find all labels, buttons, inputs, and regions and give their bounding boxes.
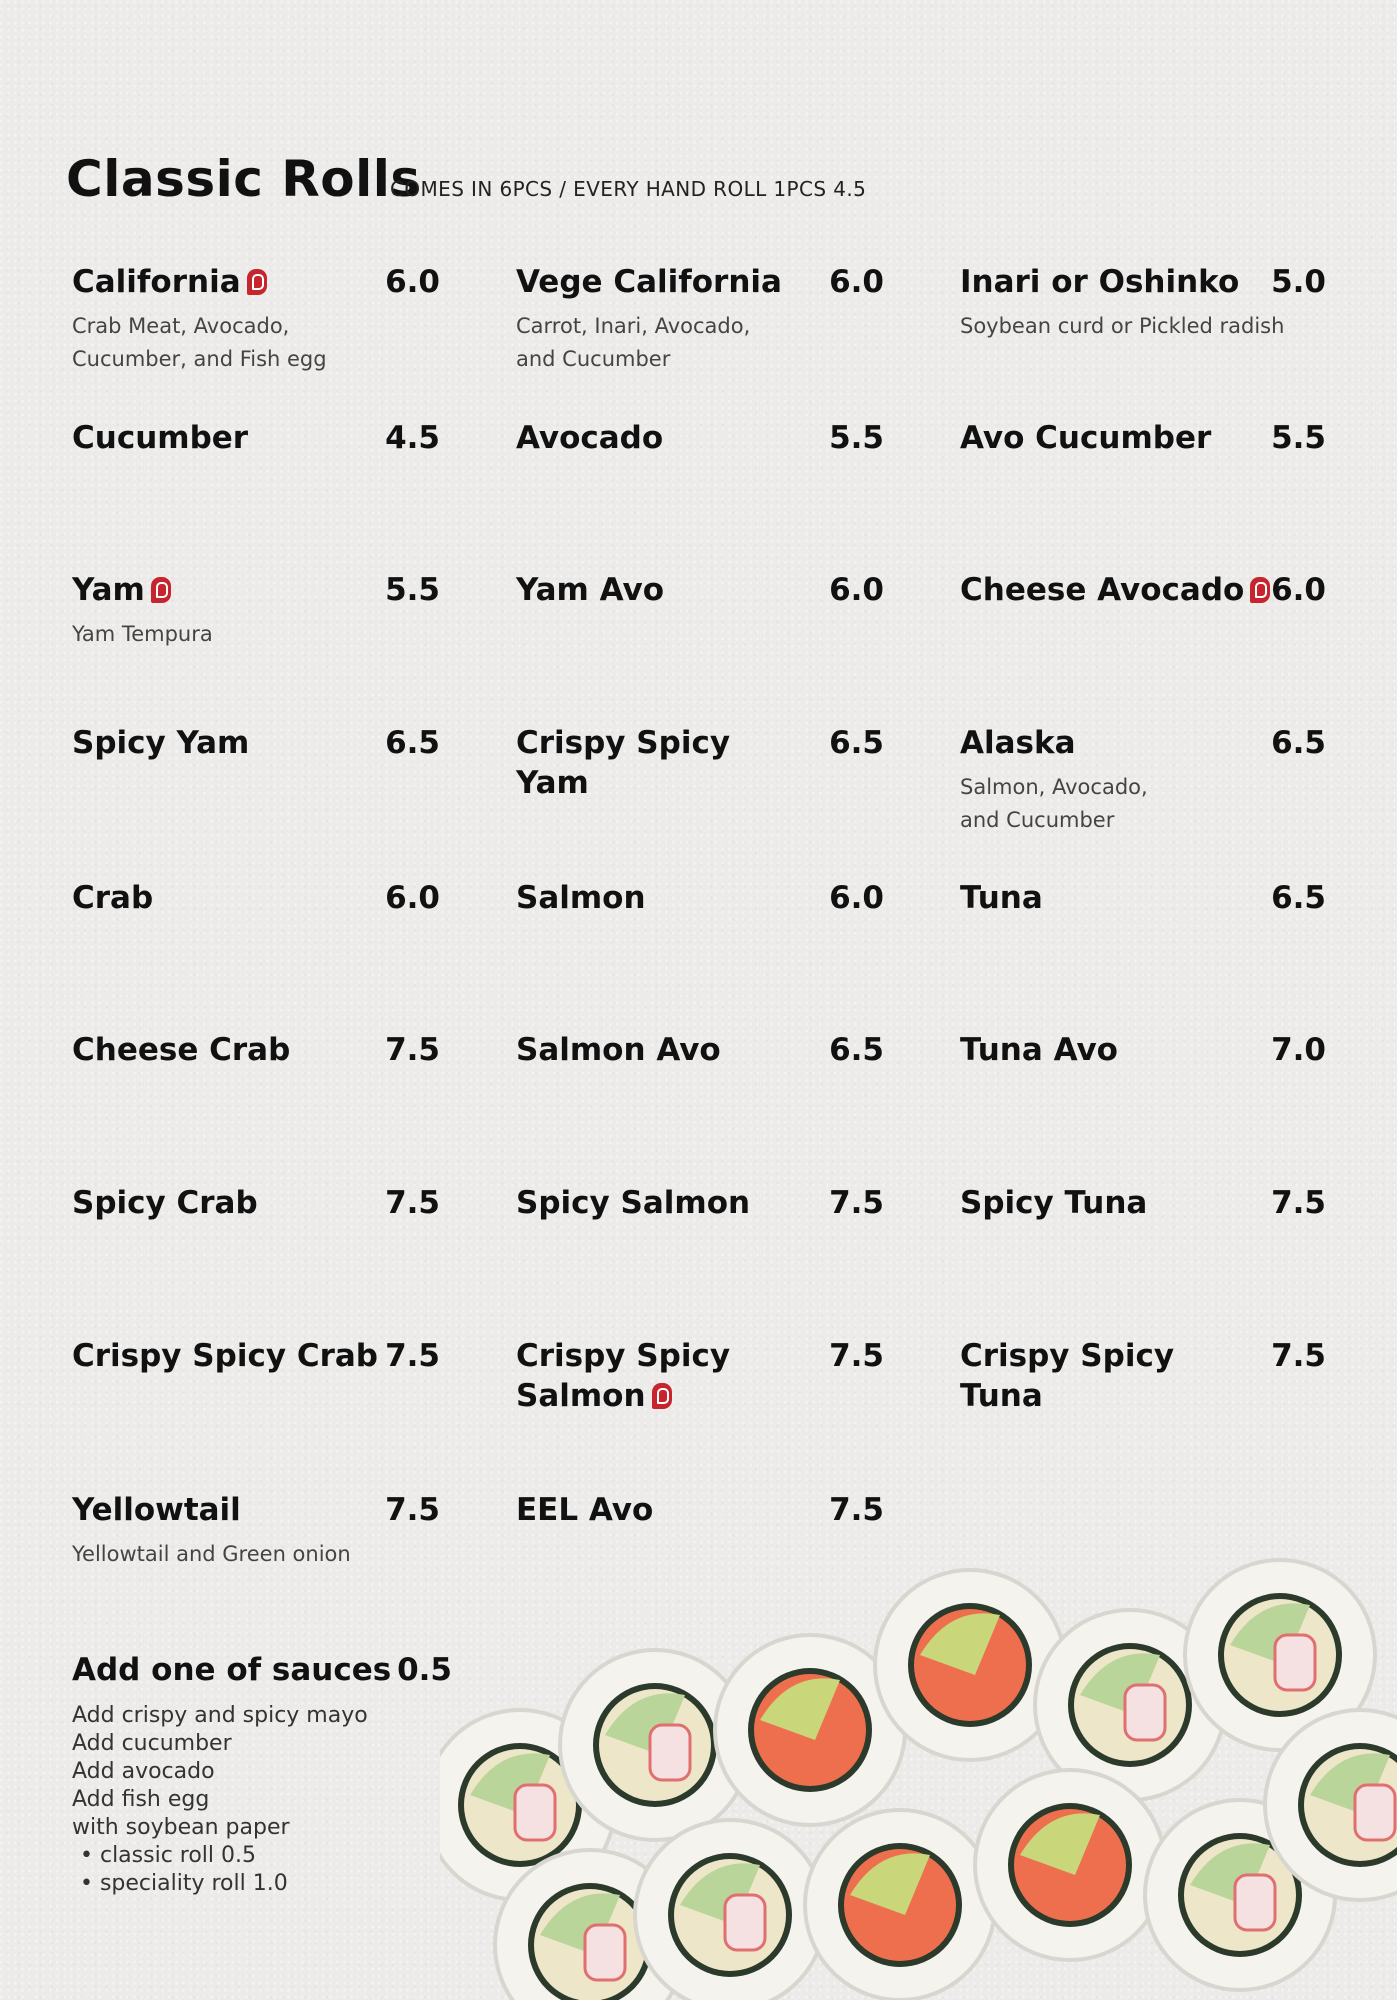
sushi-roll	[805, 1810, 995, 2000]
sauce-line: • speciality roll 1.0	[80, 1871, 288, 1896]
sauce-line: • classic roll 0.5	[80, 1843, 257, 1868]
menu-item-name: Tuna	[960, 880, 1043, 916]
menu-item-name: California	[72, 262, 267, 302]
menu-item-price: 6.5	[829, 725, 884, 761]
menu-item-price: 5.5	[385, 572, 440, 608]
menu-item-description: Yellowtail and Green onion	[72, 1542, 351, 1566]
menu-item-name: Yam Avo	[516, 572, 665, 608]
menu-item-name: Crispy Spicy Tuna	[960, 1338, 1175, 1414]
page-subtitle: COMES IN 6PCS / EVERY HAND ROLL 1PCS 4.5	[390, 177, 867, 201]
menu-item	[960, 1030, 1326, 1070]
menu-item-price: 5.5	[1271, 420, 1326, 456]
menu-item	[516, 418, 884, 458]
recommended-icon	[247, 269, 267, 295]
menu-item-name: Avocado	[516, 420, 664, 456]
menu-item	[72, 570, 440, 651]
menu-item-price: 7.5	[385, 1338, 440, 1374]
menu-item-name: Spicy Crab	[72, 1185, 258, 1221]
menu-item-name: Crab	[72, 880, 154, 916]
menu-item-name: Cucumber	[72, 420, 249, 456]
menu-item	[960, 418, 1326, 458]
menu-item-name: Spicy Tuna	[960, 1185, 1148, 1221]
menu-item-name: Salmon	[516, 880, 646, 916]
menu-item-price: 7.5	[1271, 1185, 1326, 1221]
menu-item-name: Crispy Spicy Crab	[72, 1338, 378, 1374]
menu-item-price: 7.5	[829, 1185, 884, 1221]
sauce-line: Add avocado	[72, 1759, 215, 1784]
menu-item-description: Crab Meat, Avocado, Cucumber, and Fish egg	[72, 314, 327, 371]
menu-item-price: 6.0	[385, 264, 440, 300]
menu-item-price: 7.5	[385, 1032, 440, 1068]
menu-item-name: Alaska	[960, 725, 1076, 761]
menu-item-name: Tuna Avo	[960, 1032, 1118, 1068]
menu-item	[516, 570, 884, 610]
menu-item	[960, 723, 1326, 837]
menu-item	[72, 1183, 440, 1223]
menu-item-price: 7.5	[385, 1492, 440, 1528]
menu-item-price: 6.0	[829, 880, 884, 916]
menu-item-price: 6.0	[1271, 572, 1326, 608]
menu-item-price: 7.5	[1271, 1338, 1326, 1374]
menu-item	[960, 1336, 1326, 1416]
sushi-rolls-image	[440, 1505, 1397, 2000]
menu-item-name: Cheese Crab	[72, 1032, 291, 1068]
menu-item	[960, 262, 1326, 343]
menu-item	[72, 1030, 440, 1070]
menu-item-price: 4.5	[385, 420, 440, 456]
menu-item-description: Salmon, Avocado, and Cucumber	[960, 775, 1148, 832]
menu-item-price: 6.0	[829, 264, 884, 300]
sushi-roll	[875, 1570, 1065, 1760]
menu-item-price: 7.5	[385, 1185, 440, 1221]
menu-item-price: 7.5	[829, 1338, 884, 1374]
menu-item-price: 6.0	[385, 880, 440, 916]
menu-item	[960, 570, 1326, 610]
sauce-price: 0.5	[397, 1652, 452, 1688]
menu-item-name: Inari or Oshinko	[960, 264, 1240, 300]
recommended-icon	[652, 1383, 672, 1409]
menu-item-price: 6.0	[829, 572, 884, 608]
menu-item-price: 7.5	[829, 1492, 884, 1528]
menu-item	[72, 723, 440, 763]
sauce-title: Add one of sauces	[72, 1652, 392, 1688]
menu-item-price: 5.0	[1271, 264, 1326, 300]
menu-item-name: EEL Avo	[516, 1492, 654, 1528]
menu-item	[516, 1336, 884, 1416]
menu-item-name: Vege California	[516, 264, 782, 300]
menu-item-name: Spicy Yam	[72, 725, 250, 761]
menu-item-price: 7.0	[1271, 1032, 1326, 1068]
sushi-roll	[975, 1770, 1165, 1960]
menu-item	[72, 1490, 440, 1571]
menu-item	[516, 1030, 884, 1070]
menu-item-name: Spicy Salmon	[516, 1185, 751, 1221]
sushi-roll	[635, 1820, 825, 2000]
menu-item	[72, 1336, 440, 1376]
menu-item-description: Soybean curd or Pickled radish	[960, 314, 1285, 338]
menu-item-name: Cheese Avocado	[960, 570, 1270, 610]
sauce-list	[72, 1702, 368, 1898]
menu-item	[516, 262, 884, 376]
menu-item-price: 5.5	[829, 420, 884, 456]
page-title: Classic Rolls	[66, 150, 421, 208]
menu-item-name: Crispy Spicy Salmon	[516, 1338, 731, 1414]
menu-item	[516, 878, 884, 918]
menu-item	[516, 723, 884, 803]
menu-item	[72, 262, 440, 376]
menu-item-description: Carrot, Inari, Avocado, and Cucumber	[516, 314, 751, 371]
menu-item-price: 6.5	[829, 1032, 884, 1068]
menu-item	[516, 1183, 884, 1223]
menu-item-name: Avo Cucumber	[960, 420, 1212, 456]
menu-item	[960, 1183, 1326, 1223]
menu-item-name: Salmon Avo	[516, 1032, 721, 1068]
sauce-item	[72, 1650, 452, 1690]
recommended-icon	[1250, 577, 1270, 603]
sauce-line: with soybean paper	[72, 1815, 290, 1840]
menu-item	[72, 418, 440, 458]
menu-item-description: Yam Tempura	[72, 622, 213, 646]
recommended-icon	[151, 577, 171, 603]
menu-item	[72, 878, 440, 918]
menu-item-name: Yam	[72, 570, 171, 610]
menu-item	[960, 878, 1326, 918]
menu-item-name: Yellowtail	[72, 1492, 241, 1528]
menu-item-price: 6.5	[1271, 880, 1326, 916]
menu-item-price: 6.5	[1271, 725, 1326, 761]
sauce-line: Add cucumber	[72, 1731, 232, 1756]
sauce-line: Add fish egg	[72, 1787, 210, 1812]
sauce-line: Add crispy and spicy mayo	[72, 1703, 368, 1728]
menu-item-price: 6.5	[385, 725, 440, 761]
menu-item-name: Crispy Spicy Yam	[516, 725, 731, 801]
